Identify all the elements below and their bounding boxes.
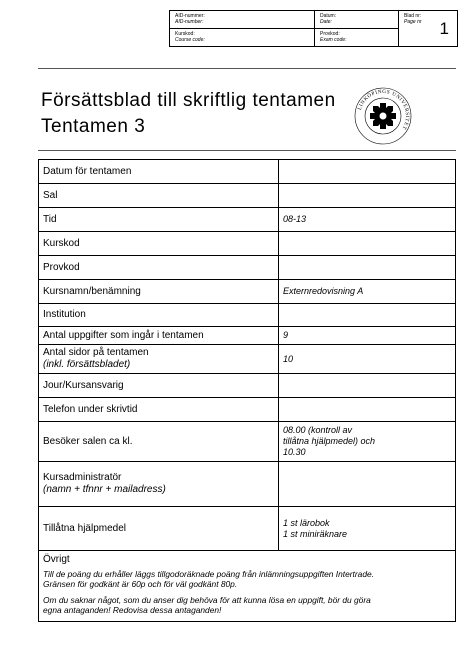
row-label: Telefon under skrivtid	[39, 398, 279, 421]
row-value	[279, 184, 455, 207]
top-divider	[38, 68, 456, 69]
row-label: Jour/Kursansvarig	[39, 374, 279, 397]
exam-code-cell	[315, 29, 399, 46]
row-value	[279, 304, 455, 326]
page-title: Försättsblad till skriftlig tentamen	[41, 90, 336, 111]
row-value	[279, 160, 455, 183]
course-code-label-en: Course code:	[175, 37, 205, 43]
row-label: Antal uppgifter som ingår i tentamen	[39, 327, 279, 344]
aid-number-cell	[170, 11, 315, 29]
row-label: Besöker salen ca kl.	[39, 422, 279, 461]
table-row-kurskod	[39, 232, 455, 256]
university-seal-icon	[353, 86, 413, 146]
ovrigt-paragraph-1: Till de poäng du erhåller läggs tillgodoräknade poäng från inlämningsuppgiften Intertrade. Gränsen för godkänt är 60p och för väl godkänt 80p.	[43, 569, 374, 589]
ovrigt-paragraph-2: Om du saknar något, som du anser dig behöva för att kunna lösa en uppgift, bör du göra egna antaganden! Redovisa dessa antaganden!	[43, 595, 371, 615]
table-row-ovrigt	[39, 551, 455, 621]
aid-number-label-en: AID-number:	[175, 19, 204, 25]
page-number-cell	[399, 11, 457, 46]
row-value	[279, 232, 455, 255]
title-divider	[38, 150, 456, 151]
exam-info-table	[38, 159, 456, 622]
exam-code-label-en: Exam code:	[320, 37, 347, 43]
row-label: Antal sidor på tentamen (inkl. försättsbladet)	[39, 345, 279, 373]
course-code-cell	[170, 29, 315, 46]
row-label: Institution	[39, 304, 279, 326]
row-label: Kurskod	[39, 232, 279, 255]
table-row-jour	[39, 374, 455, 398]
course-code-label: Kurskod:	[175, 31, 195, 37]
row-label: Provkod	[39, 256, 279, 279]
row-label: Sal	[39, 184, 279, 207]
row-value	[279, 374, 455, 397]
row-value	[279, 398, 455, 421]
exam-code-label: Provkod:	[320, 31, 340, 37]
row-label: Kursadministratör (namn + tfnnr + mailadress)	[39, 462, 279, 506]
seal-text: LINKÖPINGS UNIVERSITET	[356, 88, 411, 131]
header-box	[169, 10, 458, 47]
table-row-datum	[39, 160, 455, 184]
table-row-telefon	[39, 398, 455, 422]
row-label: Kursnamn/benämning	[39, 280, 279, 303]
row-value: 08.00 (kontroll av tillåtna hjälpmedel) och 10.30	[283, 425, 376, 457]
sheet-label: Blad nr:	[404, 13, 422, 19]
row-value	[279, 462, 455, 506]
table-row-provkod	[39, 256, 455, 280]
row-label: Tid	[39, 208, 279, 231]
aid-number-label: AID-nummer:	[175, 13, 205, 19]
row-value: 10	[283, 353, 294, 364]
row-label: Datum för tentamen	[39, 160, 279, 183]
row-value: 1 st lärobok 1 st miniräknare	[283, 517, 348, 539]
table-row-sal	[39, 184, 455, 208]
row-value: Externredovisning A	[283, 286, 364, 296]
row-value	[279, 256, 455, 279]
date-label: Datum:	[320, 13, 337, 19]
table-row-tid	[39, 208, 455, 232]
table-row-hjalpmedel	[39, 507, 455, 551]
row-label: Tillåtna hjälpmedel	[39, 507, 279, 550]
table-row-kursnamn	[39, 280, 455, 304]
ovrigt-heading: Övrigt	[43, 554, 70, 565]
table-row-kursadministrator	[39, 462, 455, 507]
sheet-label-en: Page nr	[404, 19, 422, 25]
table-row-antal-uppgifter	[39, 327, 455, 345]
table-row-besoker	[39, 422, 455, 462]
date-label-en: Date:	[320, 19, 332, 25]
row-value: 08-13	[283, 214, 307, 224]
table-row-antal-sidor	[39, 345, 455, 374]
table-row-institution	[39, 304, 455, 327]
row-value: 9	[283, 330, 289, 340]
date-cell	[315, 11, 399, 29]
page-number: 1	[439, 19, 449, 38]
page-subtitle: Tentamen 3	[41, 116, 146, 137]
